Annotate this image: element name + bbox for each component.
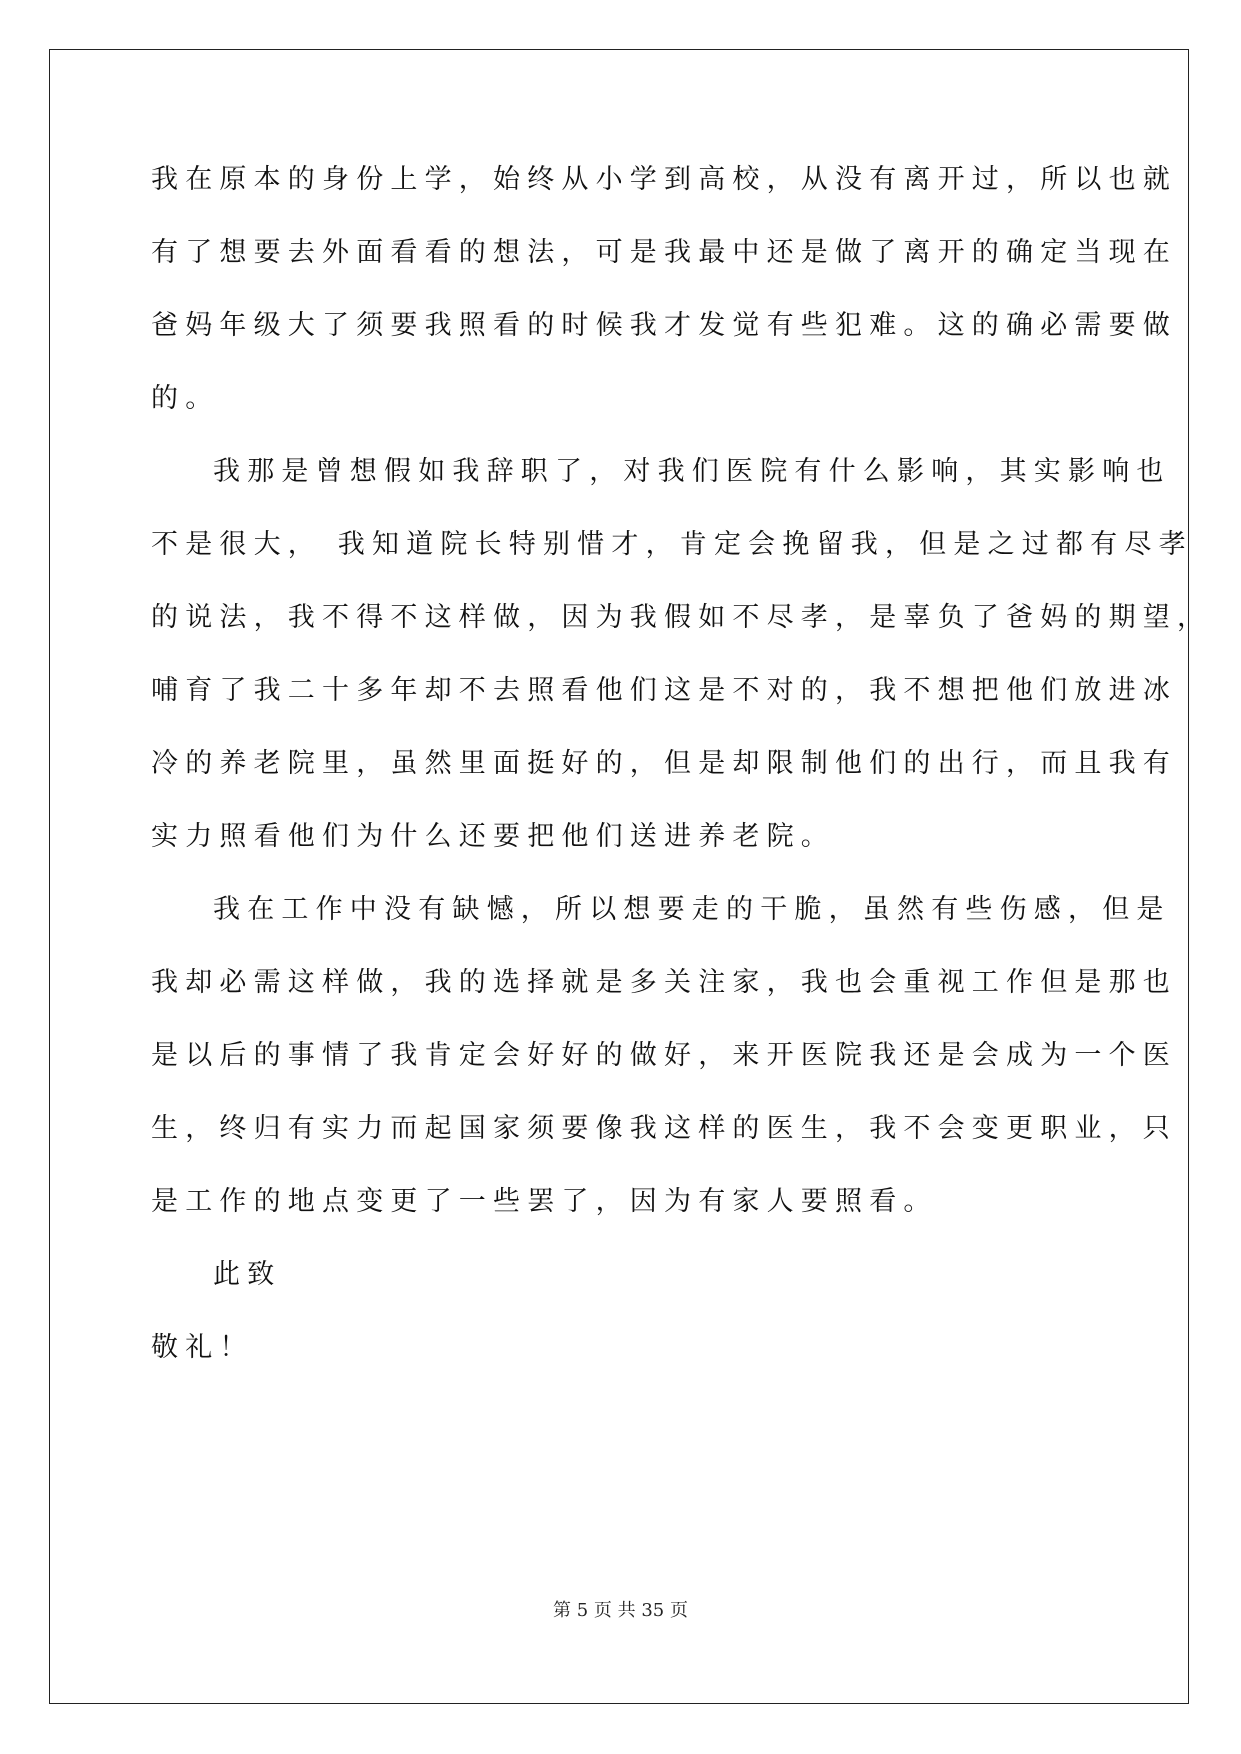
text-line: 是工作的地点变更了一些罢了，因为有家人要照看。 — [151, 1186, 938, 1217]
text-line: 冷的养老院里，虽然里面挺好的，但是却限制他们的出行，而且我有 — [151, 748, 1177, 779]
text-line: 哺育了我二十多年却不去照看他们这是不对的，我不想把他们放进冰 — [151, 675, 1177, 706]
text-line: 有了想要去外面看看的想法，可是我最中还是做了离开的确定当现在 — [151, 237, 1177, 268]
text-line: 不是很大， 我知道院长特别惜才，肯定会挽留我，但是之过都有尽孝 — [151, 529, 1193, 560]
text-line: 是以后的事情了我肯定会好好的做好，来开医院我还是会成为一个医 — [151, 1040, 1177, 1071]
text-line: 的说法，我不得不这样做，因为我假如不尽孝，是辜负了爸妈的期望， — [151, 602, 1212, 633]
text-line: 爸妈年级大了须要我照看的时候我才发觉有些犯难。这的确必需要做 — [151, 310, 1177, 341]
text-line: 生，终归有实力而起国家须要像我这样的医生，我不会变更职业，只 — [151, 1113, 1177, 1144]
text-line: 我在工作中没有缺憾，所以想要走的干脆，虽然有些伤感，但是 — [213, 894, 1171, 925]
text-line: 实力照看他们为什么还要把他们送进养老院。 — [151, 821, 835, 852]
page-border — [49, 49, 1189, 1704]
text-line: 的。 — [151, 383, 220, 414]
page-number: 第 5 页 共 35 页 — [553, 1600, 688, 1621]
text-line: 我却必需这样做，我的选择就是多关注家，我也会重视工作但是那也 — [151, 967, 1177, 998]
closing-salutation: 敬礼！ — [151, 1332, 254, 1363]
text-line: 我在原本的身份上学，始终从小学到高校，从没有离开过，所以也就 — [151, 164, 1177, 195]
closing-line: 此致 — [213, 1259, 282, 1290]
text-line: 我那是曾想假如我辞职了，对我们医院有什么影响，其实影响也 — [213, 456, 1171, 487]
